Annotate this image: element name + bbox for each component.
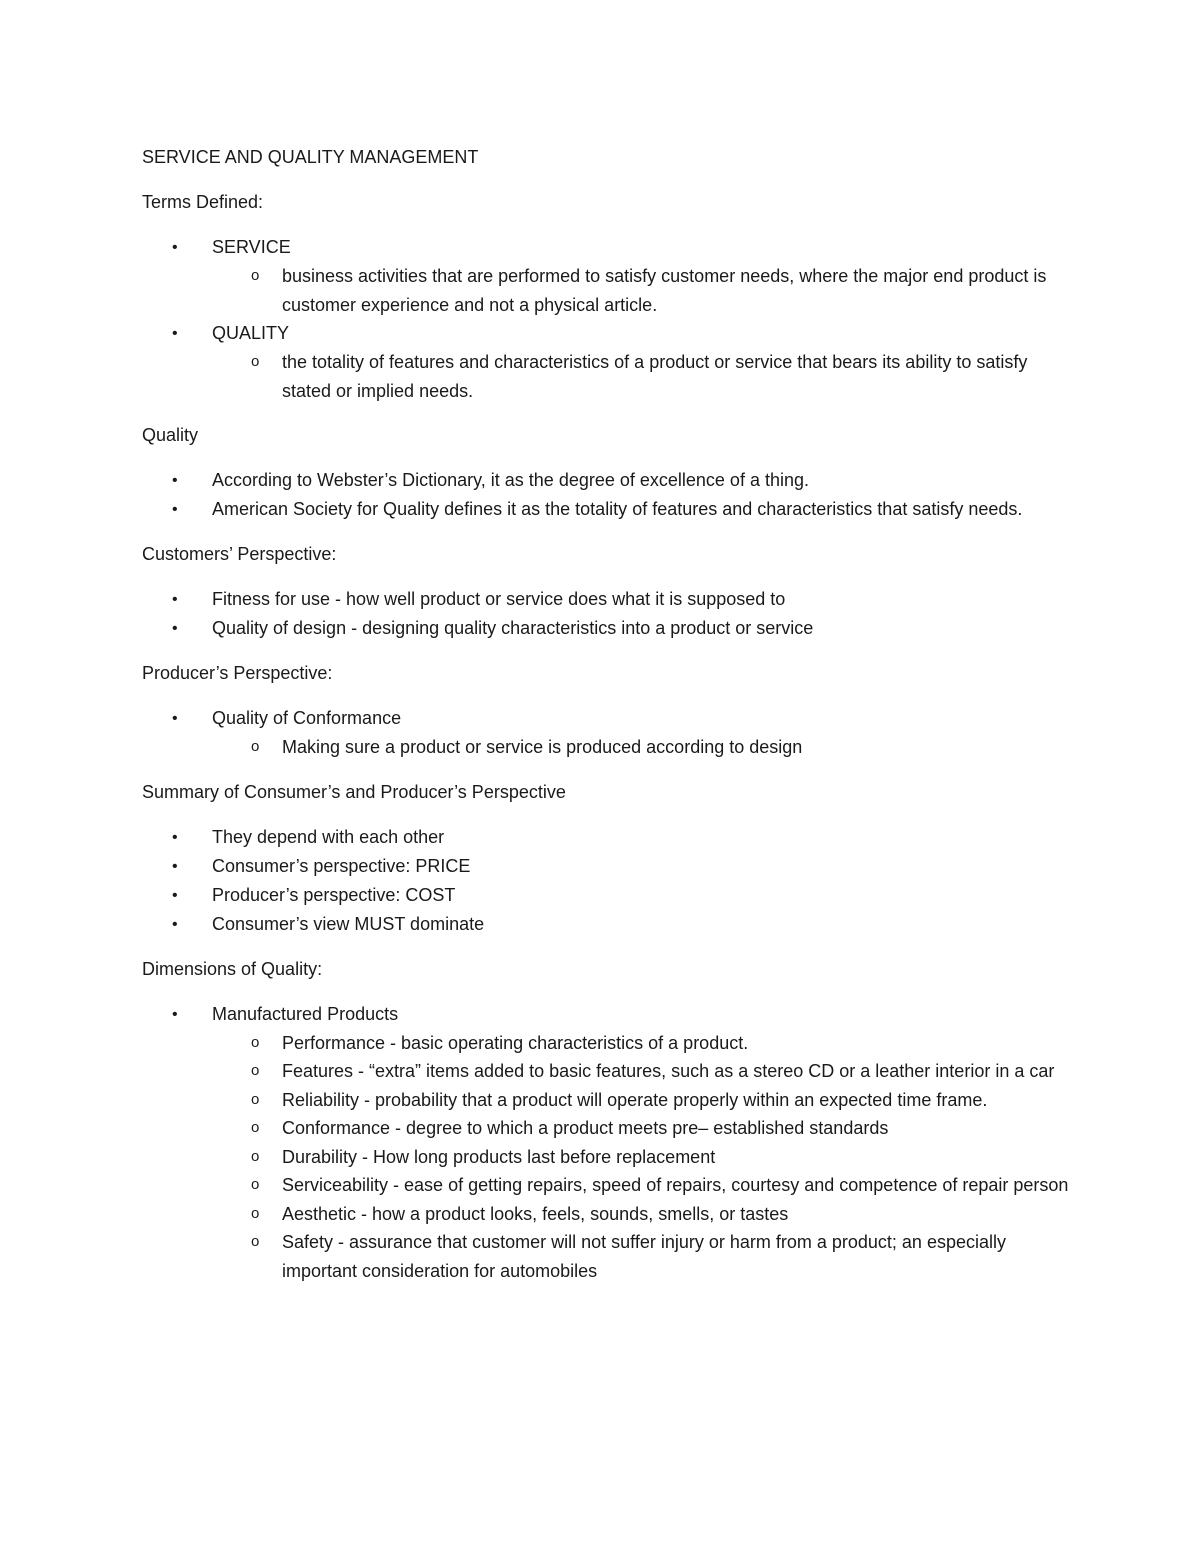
sub-list-item — [212, 1228, 1072, 1285]
list-item — [142, 233, 1072, 319]
sub-bullet-icon: o — [251, 1233, 260, 1250]
list-item — [142, 823, 1072, 852]
list-item-text: Producer’s perspective: COST — [212, 884, 456, 905]
producers-list — [142, 704, 1072, 762]
dimensions-heading: Dimensions of Quality: — [142, 958, 323, 979]
list-item-text: American Society for Quality defines it as the totality of features and characteristics that satisfy needs. — [212, 499, 1023, 519]
sub-list-item — [212, 262, 1072, 319]
sub-list-item — [212, 1200, 1072, 1229]
sub-list-item-text: Reliability - probability that a product will operate properly within an expected time frame. — [282, 1089, 988, 1110]
sub-list-item-text: Durability - How long products last before replacement — [282, 1146, 716, 1167]
sub-list-item-text: Making sure a product or service is produced according to design — [282, 737, 803, 757]
sub-list-item-text: Serviceability - ease of getting repairs, speed of repairs, courtesy and competence of repair person — [282, 1175, 1069, 1195]
bullet-icon: • — [172, 915, 178, 933]
list-item-text: According to Webster’s Dictionary, it as the degree of excellence of a thing. — [212, 470, 809, 490]
bullet-icon: • — [172, 591, 178, 608]
sub-list-item — [212, 1057, 1072, 1086]
sub-bullet-icon: o — [251, 1204, 260, 1222]
quality-list — [142, 466, 1072, 524]
bullet-icon: • — [172, 472, 178, 489]
summary-heading: Summary of Consumer’s and Producer’s Perspective — [142, 781, 566, 802]
sub-list — [212, 348, 1072, 405]
list-item — [142, 852, 1072, 881]
list-item-text: Manufactured Products — [212, 1003, 399, 1024]
customers-list — [142, 585, 1072, 643]
list-item-text: Consumer’s perspective: PRICE — [212, 855, 471, 876]
sub-list-item — [212, 1114, 1072, 1143]
sub-list-item-text: Safety - assurance that customer will not suffer injury or harm from a product; an especially important consideration for automobiles — [282, 1232, 1006, 1281]
term-label: QUALITY — [212, 323, 290, 343]
terms-list — [142, 233, 1072, 405]
sub-bullet-icon: o — [251, 1033, 260, 1051]
list-item-text: Consumer’s view MUST dominate — [212, 913, 485, 934]
bullet-icon: • — [172, 886, 178, 904]
sub-list-item — [212, 1171, 1072, 1200]
sub-list-item — [212, 348, 1072, 405]
bullet-icon: • — [172, 239, 178, 256]
sub-list-item — [212, 1086, 1072, 1115]
bullet-icon: • — [172, 620, 178, 637]
sub-list-item — [212, 1029, 1072, 1058]
document-page — [142, 143, 1072, 1301]
sub-bullet-icon: o — [251, 1119, 260, 1136]
list-item — [142, 704, 1072, 762]
list-item-text: Quality of Conformance — [212, 708, 402, 728]
customers-heading: Customers’ Perspective: — [142, 544, 337, 564]
sub-list-item-text: Performance - basic operating characteristics of a product. — [282, 1032, 749, 1053]
bullet-icon: • — [172, 501, 178, 518]
sub-bullet-icon: o — [251, 1147, 260, 1165]
list-item — [142, 466, 1072, 495]
sub-bullet-icon: o — [251, 353, 260, 370]
sub-list-item — [212, 733, 1072, 762]
dimensions-list — [142, 1000, 1072, 1286]
bullet-icon: • — [172, 828, 178, 846]
list-item — [142, 614, 1072, 643]
sub-list — [212, 262, 1072, 319]
bullet-icon: • — [172, 325, 178, 342]
term-definition: business activities that are performed to satisfy customer needs, where the major end product is customer experience and not a physical article. — [282, 266, 1047, 315]
list-item-text: They depend with each other — [212, 826, 445, 847]
list-item-text: Quality of design - designing quality characteristics into a product or service — [212, 618, 814, 638]
sub-bullet-icon: o — [251, 1062, 260, 1079]
sub-list-item-text: Conformance - degree to which a product meets pre– established standards — [282, 1118, 889, 1138]
document-title: SERVICE AND QUALITY MANAGEMENT — [142, 147, 479, 167]
list-item — [142, 881, 1072, 910]
terms-heading: Terms Defined: — [142, 192, 264, 212]
list-item — [142, 319, 1072, 405]
bullet-icon: • — [172, 857, 178, 875]
producers-heading: Producer’s Perspective: — [142, 663, 333, 683]
sub-list-item-text: Aesthetic - how a product looks, feels, sounds, smells, or tastes — [282, 1203, 789, 1224]
bullet-icon: • — [172, 1005, 178, 1023]
list-item — [142, 1000, 1072, 1286]
sub-bullet-icon: o — [251, 738, 260, 755]
sub-bullet-icon: o — [251, 267, 260, 284]
sub-list — [212, 733, 1072, 762]
sub-list-item — [212, 1143, 1072, 1172]
term-label: SERVICE — [212, 237, 291, 257]
list-item — [142, 585, 1072, 614]
sub-list — [212, 1029, 1072, 1286]
list-item — [142, 495, 1072, 524]
term-definition: the totality of features and characteristics of a product or service that bears its ability to satisfy stated or implied needs. — [282, 352, 1028, 401]
list-item — [142, 910, 1072, 939]
sub-bullet-icon: o — [251, 1090, 260, 1108]
quality-heading: Quality — [142, 425, 199, 445]
summary-list — [142, 823, 1072, 939]
sub-bullet-icon: o — [251, 1176, 260, 1193]
bullet-icon: • — [172, 710, 178, 727]
sub-list-item-text: Features - “extra” items added to basic features, such as a stereo CD or a leather interior in a car — [282, 1061, 1055, 1081]
list-item-text: Fitness for use - how well product or service does what it is supposed to — [212, 589, 786, 609]
